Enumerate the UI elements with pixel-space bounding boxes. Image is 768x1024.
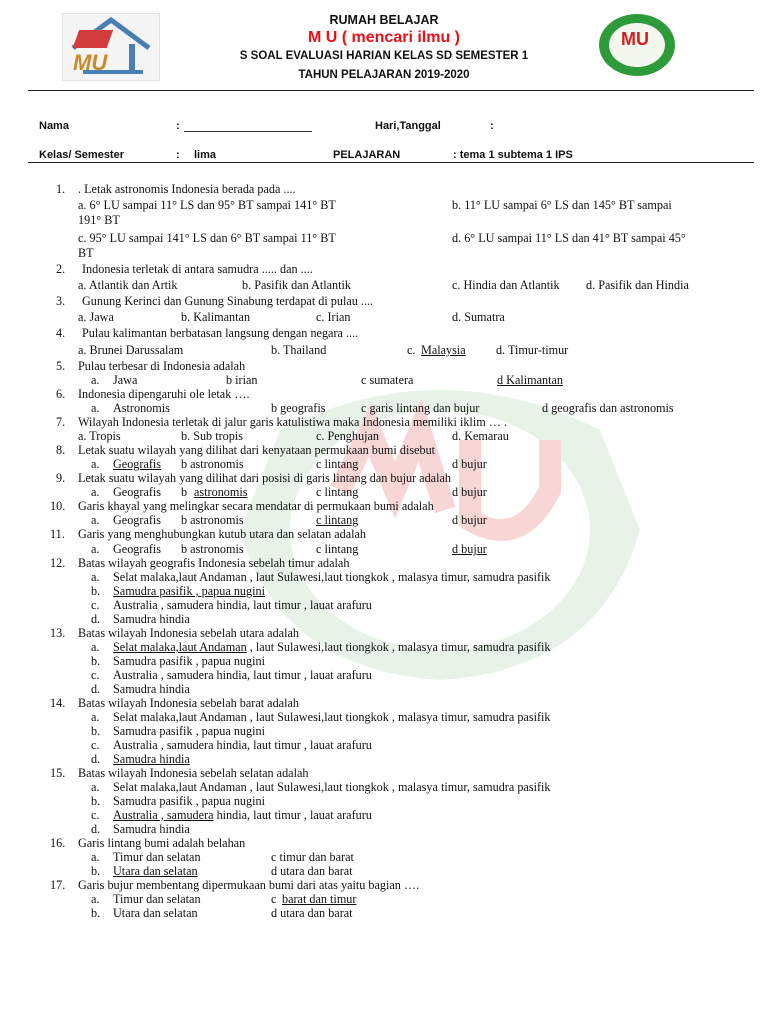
option-b: b. 11° LU sampai 6° LS dan 145° BT sampai <box>452 198 672 212</box>
question-number: 7. <box>56 415 66 429</box>
question-text: Garis bujur membentang dipermukaan bumi dari atas yaitu bagian …. <box>78 878 420 892</box>
option-b: b astronomis <box>181 513 244 527</box>
option-b: b. Pasifik dan Atlantik <box>242 278 352 292</box>
option-d: Samudra hindia <box>113 682 190 696</box>
option-d: d. Kemarau <box>452 429 509 443</box>
option-a: a. Jawa <box>78 310 114 324</box>
pelajaran-label: PELAJARAN <box>333 149 401 161</box>
question-text: Batas wilayah Indonesia sebelah selatan adalah <box>78 766 309 780</box>
header-divider <box>28 90 754 91</box>
question-text: Garis lintang bumi adalah belahan <box>78 836 246 850</box>
option-c: c lintang <box>316 485 359 499</box>
option-b: b. Sub tropis <box>181 429 243 443</box>
option-letter: d. <box>91 822 101 836</box>
option-d: d bujur <box>452 513 487 527</box>
option-a: Timur dan selatan <box>113 850 201 864</box>
logo-left-text: MU <box>73 50 108 75</box>
question-number: 13. <box>50 626 66 640</box>
info-divider <box>28 162 754 163</box>
option-letter: d. <box>91 612 101 626</box>
option-letter: c. <box>91 598 100 612</box>
question-number: 5. <box>56 359 66 373</box>
option-d: d bujur <box>452 542 487 556</box>
question-text: Pulau terbesar di Indonesia adalah <box>78 359 246 373</box>
question-text: Letak suatu wilayah yang dilihat dari kenyataan permukaan bumi disebut <box>78 443 436 457</box>
pelajaran-value: : tema 1 subtema 1 IPS <box>453 149 573 161</box>
option-b: Utara dan selatan <box>113 864 198 878</box>
question-text: Letak suatu wilayah yang dilihat dari posisi di garis lintang dan bujur adalah <box>78 471 451 485</box>
option-a: Geografis <box>113 485 162 499</box>
question-text: Batas wilayah Indonesia sebelah utara adalah <box>78 626 299 640</box>
option-b: b irian <box>226 373 258 387</box>
logo-right-text: MU <box>621 29 649 49</box>
option-letter: a. <box>91 640 100 654</box>
option-a: a. Brunei Darussalam <box>78 343 184 357</box>
header-line-3: S SOAL EVALUASI HARIAN KELAS SD SEMESTER 1 <box>239 50 529 62</box>
option-c: Australia , samudera hindia, laut timur , lauat arafuru <box>113 598 372 612</box>
option-a-underlined: Selat malaka,laut Andaman <box>113 640 247 654</box>
option-c: Australia , samudera hindia, laut timur , lauat arafuru <box>113 738 372 752</box>
option-letter: a. <box>91 401 100 415</box>
question-number: 15. <box>50 766 66 780</box>
option-c-letter: c. <box>407 343 416 357</box>
option-c: Australia , samudera hindia, laut timur , lauat arafuru <box>113 668 372 682</box>
option-d: d geografis dan astronomis <box>542 401 674 415</box>
option-letter: a. <box>91 542 100 556</box>
option-d: d utara dan barat <box>271 906 353 920</box>
nama-separator: : <box>176 120 180 132</box>
option-a: Selat malaka,laut Andaman , laut Sulawesi,laut tiongkok , malasya timur, samudra pasifik <box>113 780 551 794</box>
option-letter: a. <box>91 710 100 724</box>
option-letter: a. <box>91 457 100 471</box>
option-a: Selat malaka,laut Andaman , laut Sulawesi,laut tiongkok , malasya timur, samudra pasifik <box>113 710 551 724</box>
question-text: Batas wilayah geografis Indonesia sebelah timur adalah <box>78 556 350 570</box>
question-text: Wilayah Indonesia terletak di jalur garis katulistiwa maka Indonesia memiliki iklim … . <box>78 415 508 429</box>
question-number: 10. <box>50 499 66 513</box>
option-a-rest: , laut Sulawesi,laut tiongkok , malasya timur, samudra pasifik <box>246 640 551 654</box>
question-number: 6. <box>56 387 66 401</box>
option-a <box>113 641 551 654</box>
option-c <box>113 809 372 822</box>
question-text: Pulau kalimantan berbatasan langsung dengan negara .... <box>82 326 359 340</box>
option-a: Geografis <box>113 542 162 556</box>
option-c: c lintang <box>316 542 359 556</box>
header-title: M U ( mencari ilmu ) <box>307 29 461 46</box>
option-a: Geografis <box>113 513 162 527</box>
option-a: a. Atlantik dan Artik <box>78 278 178 292</box>
option-letter: a. <box>91 892 100 906</box>
option-letter: c. <box>91 808 100 822</box>
option-c: c. Penghujan <box>316 429 379 443</box>
question-text: Indonesia dipengaruhi ole letak …. <box>78 387 250 401</box>
question-number: 16. <box>50 836 66 850</box>
option-b: b geografis <box>271 401 326 415</box>
option-c-letter: c <box>271 892 277 906</box>
question-text: Batas wilayah Indonesia sebelah barat adalah <box>78 696 299 710</box>
question-number: 2. <box>56 262 66 276</box>
header-line-4: TAHUN PELAJARAN 2019-2020 <box>298 69 470 81</box>
option-c-underlined: Australia , samudera <box>113 808 214 822</box>
question-text: Garis khayal yang melingkar secara mendatar di permukaan bumi adalah <box>78 499 434 513</box>
option-a: Geografis <box>113 457 162 471</box>
question-text: Garis yang menghubungkan kutub utara dan selatan adalah <box>78 527 367 541</box>
kelas-label: Kelas/ Semester <box>39 149 124 161</box>
option-c-rest: hindia, laut timur , lauat arafuru <box>213 808 372 822</box>
option-letter: b. <box>91 864 101 878</box>
question-text: Gunung Kerinci dan Gunung Sinabung terdapat di pulau .... <box>82 294 374 308</box>
option-a: a. 6° LU sampai 11° LS dan 95° BT sampai 141° BT <box>78 198 336 212</box>
kelas-value: lima <box>194 149 217 161</box>
option-letter: b. <box>91 794 101 808</box>
option-b: Samudra pasifik , papua nugini <box>113 794 265 808</box>
option-a-cont: 191° BT <box>78 213 120 227</box>
option-letter: a. <box>91 485 100 499</box>
header-line-1: RUMAH BELAJAR <box>329 13 439 27</box>
question-number: 9. <box>56 471 66 485</box>
option-c: c sumatera <box>361 373 414 387</box>
question-text: Indonesia terletak di antara samudra ..... dan .... <box>82 262 313 276</box>
option-d: Samudra hindia <box>113 822 190 836</box>
option-letter: b. <box>91 724 101 738</box>
option-letter: c. <box>91 738 100 752</box>
option-letter: c. <box>91 668 100 682</box>
option-b: b astronomis <box>181 457 244 471</box>
option-b: Samudra pasifik , papua nugini <box>113 584 265 598</box>
kelas-separator: : <box>176 149 180 161</box>
option-d: d Kalimantan <box>497 373 563 387</box>
hari-separator: : <box>490 120 494 132</box>
option-b: Samudra pasifik , papua nugini <box>113 654 265 668</box>
hari-label: Hari,Tanggal <box>375 120 441 132</box>
question-number: 11. <box>50 527 65 541</box>
option-letter: a. <box>91 373 100 387</box>
question-number: 3. <box>56 294 66 308</box>
option-c: c. Irian <box>316 310 351 324</box>
option-c: c garis lintang dan bujur <box>361 401 480 415</box>
option-d: d bujur <box>452 485 487 499</box>
option-b: astronomis <box>194 485 248 499</box>
option-c: c. 95° LU sampai 141° LS dan 6° BT sampai 11° BT <box>78 231 336 245</box>
option-b: b. Thailand <box>271 343 327 357</box>
option-d: d. 6° LU sampai 11° LS dan 41° BT sampai 45° <box>452 231 686 245</box>
option-b: Utara dan selatan <box>113 906 198 920</box>
option-d: Samudra hindia <box>113 612 190 626</box>
nama-field[interactable] <box>184 131 312 132</box>
option-c: Malaysia <box>421 343 466 357</box>
option-c: c timur dan barat <box>271 850 354 864</box>
option-c: c lintang <box>316 513 359 527</box>
question-number: 17. <box>50 878 66 892</box>
option-c: c. Hindia dan Atlantik <box>452 278 560 292</box>
option-d: d. Pasifik dan Hindia <box>586 278 689 292</box>
option-c-cont: BT <box>78 246 94 260</box>
option-a: a. Tropis <box>78 429 121 443</box>
option-letter: a. <box>91 513 100 527</box>
option-letter: d. <box>91 682 101 696</box>
option-a: Timur dan selatan <box>113 892 201 906</box>
nama-label: Nama <box>39 120 69 132</box>
question-number: 1. <box>56 182 66 196</box>
option-letter: d. <box>91 752 101 766</box>
option-a: Jawa <box>113 373 138 387</box>
question-number: 4. <box>56 326 66 340</box>
option-letter: a. <box>91 570 100 584</box>
option-b: Samudra pasifik , papua nugini <box>113 724 265 738</box>
option-b-letter: b <box>181 485 188 499</box>
option-a: Selat malaka,laut Andaman , laut Sulawesi,laut tiongkok , malasya timur, samudra pasifik <box>113 570 551 584</box>
option-b: b astronomis <box>181 542 244 556</box>
option-d: d. Sumatra <box>452 310 505 324</box>
question-text: . Letak astronomis Indonesia berada pada .... <box>78 182 296 196</box>
option-letter: b. <box>91 584 101 598</box>
option-b: b. Kalimantan <box>181 310 251 324</box>
option-d: d bujur <box>452 457 487 471</box>
option-c: barat dan timur <box>282 892 357 906</box>
question-number: 14. <box>50 696 66 710</box>
question-number: 8. <box>56 443 66 457</box>
option-a: Astronomis <box>113 401 170 415</box>
option-letter: a. <box>91 850 100 864</box>
option-letter: b. <box>91 654 101 668</box>
option-letter: b. <box>91 906 101 920</box>
question-number: 12. <box>50 556 66 570</box>
option-d: d utara dan barat <box>271 864 353 878</box>
option-d: d. Timur-timur <box>496 343 569 357</box>
option-c: c lintang <box>316 457 359 471</box>
option-letter: a. <box>91 780 100 794</box>
option-d: Samudra hindia <box>113 752 190 766</box>
